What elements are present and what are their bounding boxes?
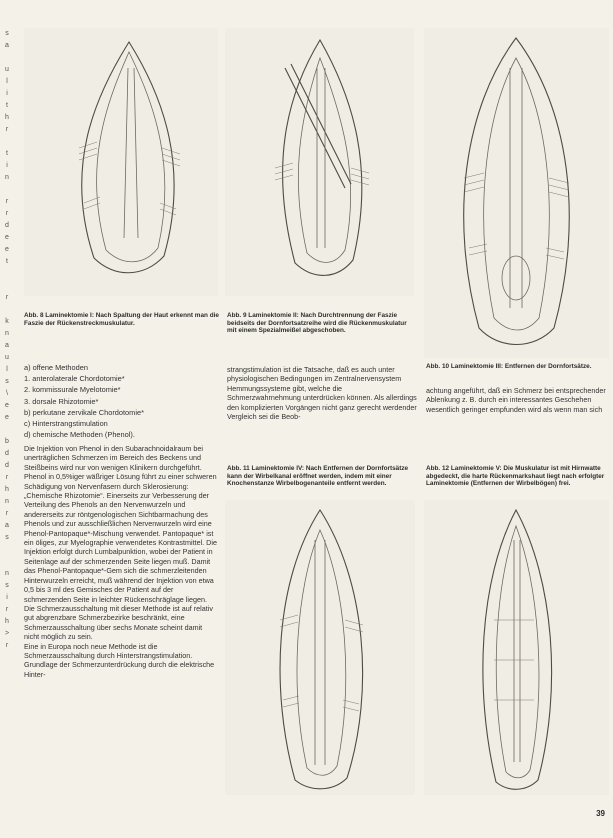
margin-letter: s [5, 378, 9, 385]
margin-letter: r [5, 126, 9, 133]
margin-letter [0, 268, 14, 280]
margin-letter: l [6, 78, 8, 85]
margin-letter: i [6, 162, 8, 169]
margin-letter: k [5, 318, 9, 325]
left-column-text [24, 444, 219, 679]
margin-letter: h [5, 618, 9, 625]
margin-letter: d [5, 462, 9, 469]
margin-letter: n [5, 498, 9, 505]
margin-letter: h [5, 486, 9, 493]
caption-abb8: Abb. 8 Laminektomie I: Nach Spaltung der Haut erkennt man die Faszie der Rückenstreckmuskulatur. [24, 312, 219, 327]
page-number: 39 [596, 809, 605, 818]
right-column-text: achtung angeführt, daß ein Schmerz bei entsprechender Ablenkung z. B. durch ein interessantes Geschehen wesentlich geringer empfunden wird als wenn man sich [426, 386, 606, 414]
margin-letter: s [5, 582, 9, 589]
margin-letter: > [4, 630, 10, 637]
methods-list-item: b) perkutane zervikale Chordotomie* [24, 407, 144, 417]
margin-letter [0, 556, 14, 568]
margin-letter [0, 184, 14, 196]
caption-abb11: Abb. 11 Laminektomie IV: Nach Entfernen der Dornfortsätze kann der Wirbelkanal eröffnet werden, indem mit einer Knochenstanze Wirbelbogenanteile entfernt werden. [227, 465, 409, 488]
margin-letter: u [5, 66, 9, 73]
margin-letter: r [5, 474, 9, 481]
methods-list-item: 1. anterolaterale Chordotomie* [24, 374, 125, 384]
margin-letter: u [5, 354, 9, 361]
margin-letter: l [6, 366, 8, 373]
margin-letter: s [5, 534, 9, 541]
margin-letter [0, 544, 14, 556]
margin-letter [0, 424, 14, 436]
margin-letter: r [5, 642, 9, 649]
margin-letter: r [5, 606, 9, 613]
margin-letter: e [5, 414, 9, 421]
figure-abb12 [424, 500, 609, 795]
figure-abb8 [24, 28, 218, 296]
margin-letter: h [5, 114, 9, 121]
margin-letter: a [5, 342, 9, 349]
margin-letter: r [5, 294, 9, 301]
margin-letter: r [5, 198, 9, 205]
figure-abb11 [225, 500, 415, 795]
phenol-paragraph: Die Injektion von Phenol in den Subarachnoidalraum bei unerträglichen Schmerzen im Bereich des Beckens und Steißbeins wird nur von wenigen Klinikern durchgeführt. Phenol in 0,5%iger wäßriger Lösung führt zu einer schweren Schädigung von Nervenfasern durch Sklerosierung: „Chemische Rhizotomie“. Einerseits zur Verbesserung der Verteilung des Phenols an den Nervenwurzeln und andererseits zur röntgenologischen Sichtbarmachung des Phenols und zur ausschließlichen Nervenwurzeln wird eine Phenol-Pantopaque*-Mischung verwendet. Pantopaque* ist ein öliges, zur Myelographie verwendetes Kontrastmittel. Die Injektion erfolgt durch Lumbalpunktion, wobei der Patient in Seitenlage auf der schmerzenden Seite liegen muß. Damit das Phenol-Pantopaque*-Gem sich die schmerzleitenden Hinterwurzeln erreicht, muß während der Injektion von etwa 0,5 bis 3 ml des Gemisches der Patient auf der schmerzenden Seite in leichter Rückenschräglage liegen. Die Schmerzausschaltung mit dieser Methode ist auf relativ gut abgrenzbare Schmerzbezirke beschränkt, eine Schmerzausschaltung über sechs Monate scheint damit nicht möglich zu sein. [24, 444, 217, 642]
figure-abb9 [225, 28, 414, 296]
methods-list-item: 3. dorsale Rhizotomie* [24, 396, 99, 406]
margin-letter: t [6, 102, 8, 109]
methods-list-item: d) chemische Methoden (Phenol). [24, 430, 135, 440]
margin-letter: n [5, 330, 9, 337]
margin-letter [0, 280, 14, 292]
margin-letters [0, 28, 14, 788]
caption-abb9: Abb. 9 Laminektomie II: Nach Durchtrennung der Faszie beidseits der Dornfortsatzreihe wird die Rückenmuskulatur mit einem Spezialmeißel abgeschoben. [227, 312, 407, 335]
margin-letter: s [5, 30, 9, 37]
margin-letter: i [6, 594, 8, 601]
margin-letter: b [5, 438, 9, 445]
margin-letter: \ [6, 390, 8, 397]
figure-abb10 [424, 28, 609, 358]
caption-abb12: Abb. 12 Laminektomie V: Die Muskulatur ist mit Hirnwatte abgedeckt, die harte Rückenmarkshaut liegt nach erfolgter Laminektomie (Entfernen der Wirbelbögen) frei. [426, 465, 605, 488]
margin-letter: t [6, 258, 8, 265]
methods-list-item: 2. kommissurale Myelotomie* [24, 385, 121, 395]
margin-letter: i [6, 90, 8, 97]
margin-letter: a [5, 522, 9, 529]
margin-letter: e [5, 246, 9, 253]
methods-list-item: a) offene Methoden [24, 363, 88, 372]
margin-letter [0, 136, 14, 148]
methods-list-item: c) Hinterstrangstimulation [24, 419, 108, 429]
margin-letter: e [5, 402, 9, 409]
margin-letter: a [5, 42, 9, 49]
margin-letter: r [5, 210, 9, 217]
margin-letter: r [5, 510, 9, 517]
margin-letter: n [5, 570, 9, 577]
caption-abb10: Abb. 10 Laminektomie III: Entfernen der Dornfortsätze. [426, 363, 592, 370]
margin-letter: d [5, 222, 9, 229]
margin-letter [0, 52, 14, 64]
margin-letter [0, 304, 14, 316]
margin-letter: d [5, 450, 9, 457]
methods-list [24, 362, 224, 440]
middle-column-text: strangstimulation ist die Tatsache, daß es auch unter physiologischen Bedingungen im Zentralnervensystem Hemmungssysteme gibt, welche die Schmerzwahrnehmung unterdrücken können. Als allerdings den komplizierten Vorgängen nicht ganz gerecht werdender Vergleich sei die Beob- [227, 365, 417, 422]
margin-letter: t [6, 150, 8, 157]
stimulation-paragraph: Eine in Europa noch neue Methode ist die Schmerzausschaltung durch Hinterstrangstimulation. Grundlage der Schmerzunterdrückung durch die elektrische Hinter- [24, 641, 215, 679]
margin-letter: e [5, 234, 9, 241]
margin-letter: n [5, 174, 9, 181]
